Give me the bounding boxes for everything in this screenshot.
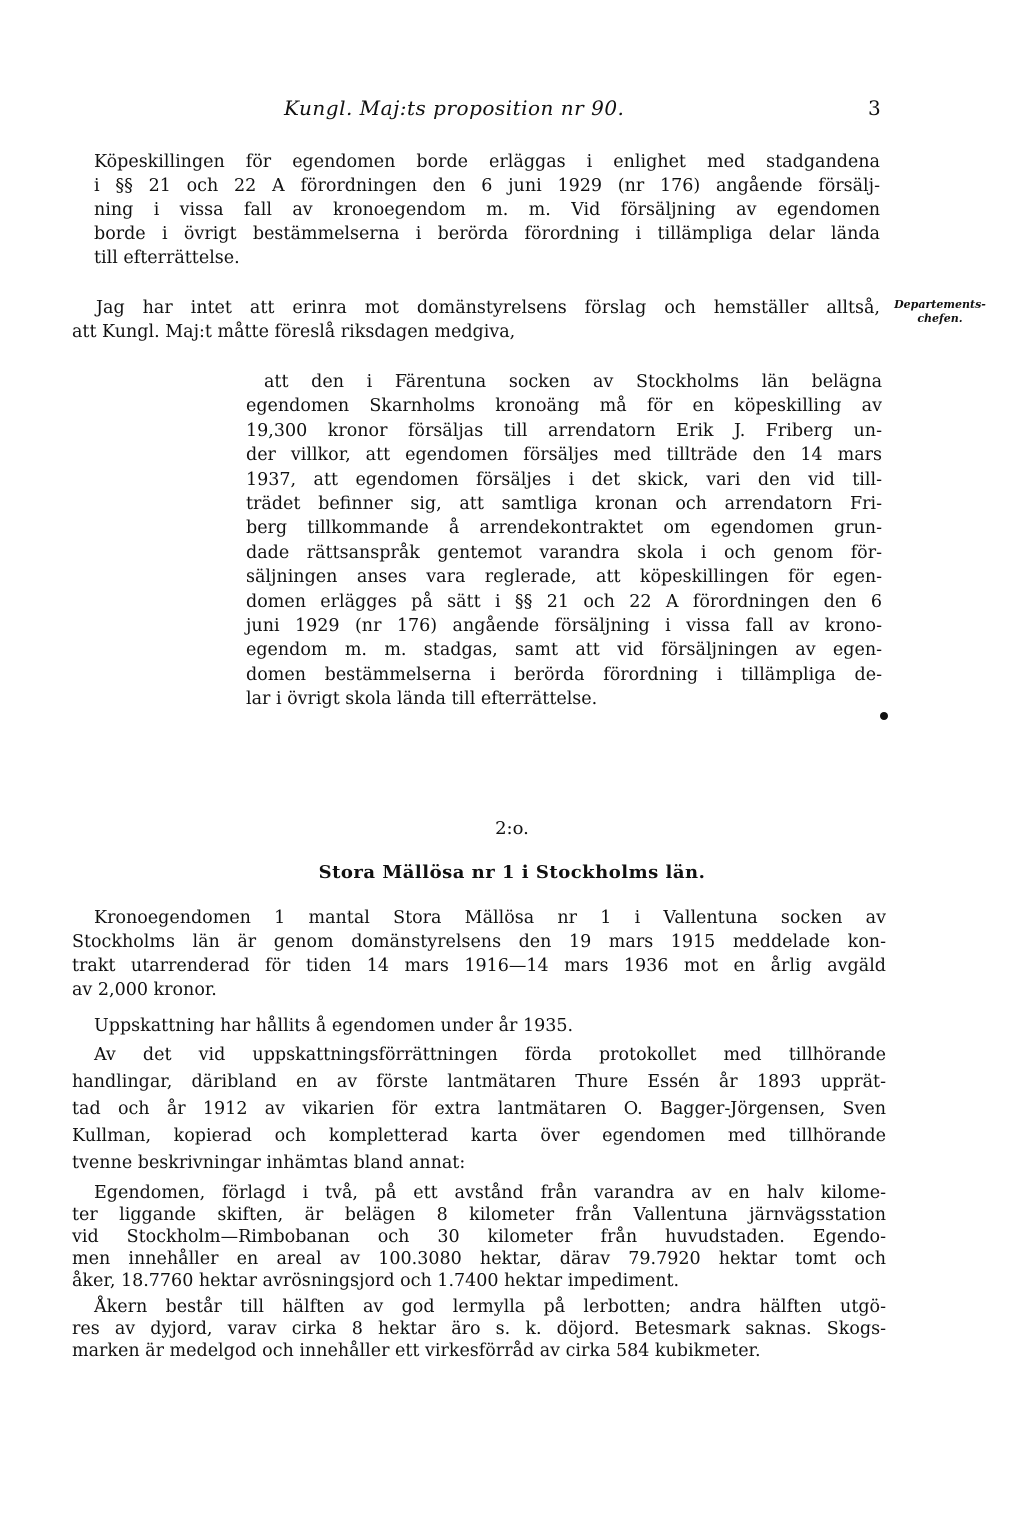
text-line: marken är medelgod och innehåller ett virkesförråd av cirka 584 kubikmeter. — [72, 1341, 761, 1361]
paragraph-property-description — [72, 1182, 886, 1292]
paragraph-proposal — [246, 370, 882, 712]
text-line: borde i övrigt bestämmelserna i berörda förordning i tillämpliga delar lända — [94, 224, 880, 244]
text-line: trädet befinner sig, att samtliga kronan och arrendatorn Fri- — [246, 494, 882, 515]
text-line: egendomen Skarnholms kronoäng må för en köpeskilling av — [246, 396, 882, 417]
text-line: berg tillkommande å arrendekontraktet om egendomen grun- — [246, 518, 882, 539]
text-line: ning i vissa fall av kronoegendom m. m. Vid försäljning av egendomen — [94, 200, 880, 220]
text-line: domen bestämmelserna i berörda förordning i tillämpliga de- — [246, 664, 882, 685]
text-line: juni 1929 (nr 176) angående försäljning i vissa fall av krono- — [246, 616, 882, 637]
text-line: av 2,000 kronor. — [72, 980, 217, 1000]
text-line: till efterrättelse. — [94, 248, 240, 268]
text-line: ter liggande skiften, är belägen 8 kilometer från Vallentuna järnvägsstation — [72, 1205, 886, 1225]
paragraph-purchase-price — [94, 150, 880, 270]
text-line: Jag har intet att erinra mot domänstyrelsens förslag och hemställer alltså, — [96, 298, 880, 318]
text-line: Köpeskillingen för egendomen borde erläggas i enlighet med stadgandena — [94, 152, 880, 172]
section-title: Stora Mällösa nr 1 i Stockholms län. — [318, 862, 706, 883]
text-line: 1937, att egendomen försäljes i det skick, vari den vid till- — [246, 469, 882, 490]
text-line: tad och år 1912 av vikarien för extra lantmätaren O. Bagger-Jörgensen, Sven — [72, 1099, 886, 1119]
paragraph-lease — [72, 906, 886, 1002]
text-line: Egendomen, förlagd i två, på ett avstånd från varandra av en halv kilome- — [94, 1183, 886, 1203]
text-line: res av dyjord, varav cirka 8 hektar äro s. k. döjord. Betesmark saknas. Skogs- — [72, 1319, 886, 1339]
page-number: 3 — [868, 96, 881, 120]
text-line: 19,300 kronor försäljas till arrendatorn Erik J. Friberg un- — [246, 420, 882, 441]
paragraph-valuation — [94, 1014, 886, 1038]
text-line: Kronoegendomen 1 mantal Stora Mällösa nr 1 i Vallentuna socken av — [94, 908, 886, 928]
text-line: domen erlägges på sätt i §§ 21 och 22 A förordningen den 6 — [246, 591, 882, 612]
text-line: Stockholms län är genom domänstyrelsens den 19 mars 1915 meddelade kon- — [72, 932, 886, 952]
text-line: i §§ 21 och 22 A förordningen den 6 juni 1929 (nr 176) angående försälj- — [94, 176, 880, 196]
text-line: dade rättsanspråk gentemot varandra skola i och genom för- — [246, 542, 882, 563]
paragraph-protocol — [72, 1042, 886, 1177]
text-line: Kullman, kopierad och kompletterad karta över egendomen med tillhörande — [72, 1126, 886, 1146]
text-line: att Kungl. Maj:t måtte föreslå riksdagen medgiva, — [72, 322, 516, 342]
page-header — [0, 96, 1024, 126]
paragraph-soil — [72, 1296, 886, 1362]
text-line: Av det vid uppskattningsförrättningen förda protokollet med tillhörande — [94, 1045, 886, 1065]
text-line: Åkern består till hälften av god lermylla på lerbotten; andra hälften utgö- — [94, 1297, 886, 1317]
text-line: åker, 18.7760 hektar avrösningsjord och 1.7400 hektar impediment. — [72, 1271, 680, 1291]
text-line: vid Stockholm—Rimbobanan och 30 kilometer från huvudstaden. Egendo- — [72, 1227, 886, 1247]
running-title: Kungl. Maj:ts proposition nr 90. — [284, 96, 625, 120]
text-line: trakt utarrenderad för tiden 14 mars 1916—14 mars 1936 mot en årlig avgäld — [72, 956, 886, 976]
text-line: lar i övrigt skola lända till efterrättelse. — [246, 689, 598, 710]
text-line: att den i Färentuna socken av Stockholms län belägna — [264, 372, 882, 392]
margin-note — [880, 298, 1000, 326]
margin-note-line: chefen. — [917, 312, 963, 325]
section-number: 2:o. — [495, 818, 529, 839]
text-line: tvenne beskrivningar inhämtas bland annat: — [72, 1153, 466, 1173]
margin-note-line: Departements- — [894, 298, 986, 311]
paragraph-minister-statement — [72, 296, 880, 344]
text-line: der villkor, att egendomen försäljes med tillträde den 14 mars — [246, 445, 882, 466]
text-line: säljningen anses vara reglerade, att köpeskillingen för egen- — [246, 567, 882, 588]
text-line: handlingar, däribland en av förste lantmätaren Thure Essén år 1893 upprät- — [72, 1072, 886, 1092]
text-line: Uppskattning har hållits å egendomen under år 1935. — [94, 1016, 574, 1036]
margin-dot — [880, 712, 888, 720]
text-line: egendom m. m. stadgas, samt att vid försäljningen av egen- — [246, 640, 882, 661]
text-line: men innehåller en areal av 100.3080 hektar, därav 79.7920 hektar tomt och — [72, 1249, 886, 1269]
